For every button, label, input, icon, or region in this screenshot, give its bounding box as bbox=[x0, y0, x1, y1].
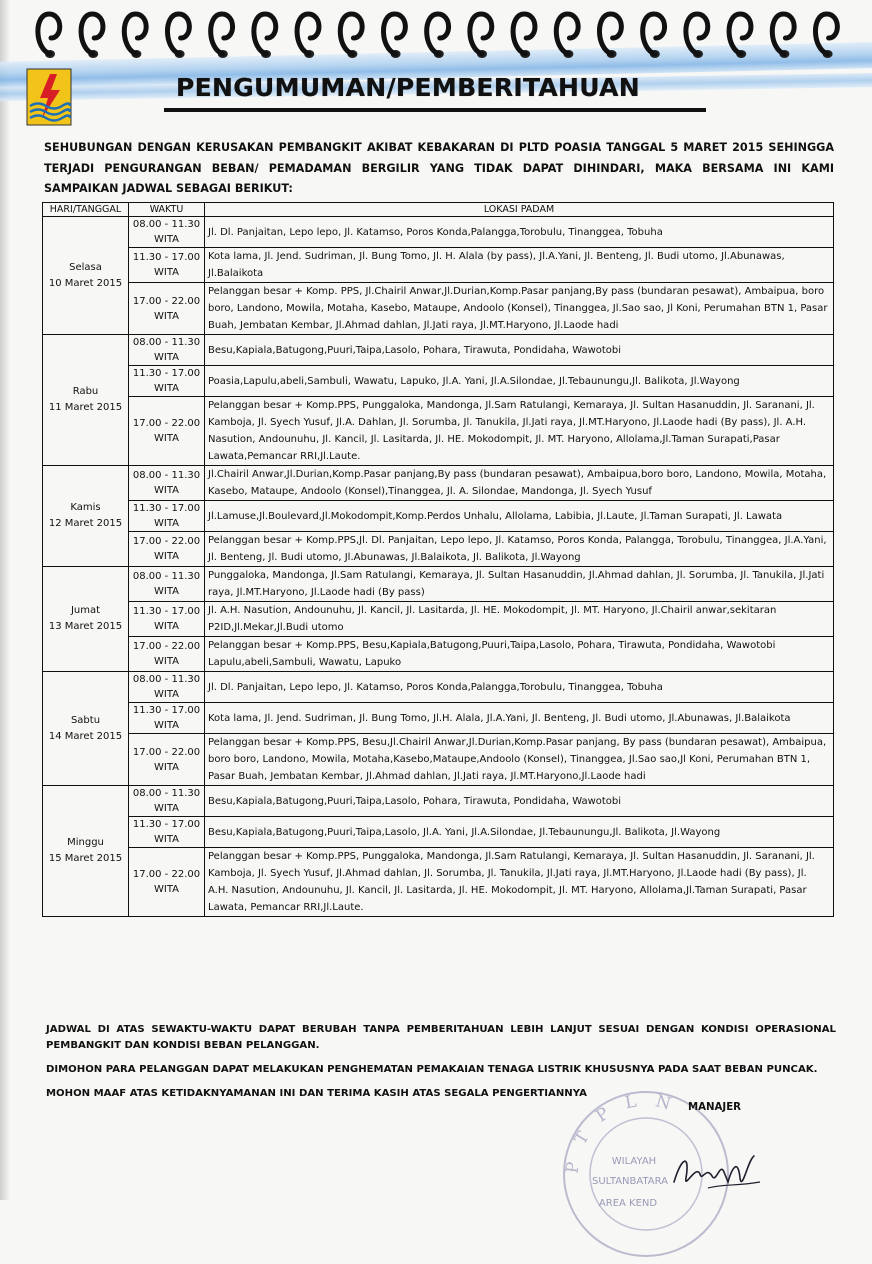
binding-ring-icon bbox=[38, 14, 60, 58]
location-cell: Pelanggan besar + Komp.PPS, Punggaloka, Mandonga, Jl.Sam Ratulangi, Kemaraya, Jl. Sultan Hasanuddin, Jl. Saranani, Jl. Kamboja, Jl. Syech Yusuf, Jl.A. Dahlan, Jl. Sorumba, Jl. Tanukila, Jl.Jati raya, Jl.MT.Haryono, Jl.Laode hadi (By pass), Jl. A.H. Nasution, Andounuhu, Jl. Kancil, Jl. Lasitarda, Jl. HE. Mokodompit, Jl. MT. Haryono, Allolama,Jl.Taman Surapati,Pasar Lawata,Pemancar RRI,Jl.Laute. bbox=[205, 397, 834, 466]
time-cell bbox=[129, 672, 205, 703]
time-zone: WITA bbox=[153, 656, 179, 667]
location-cell: Jl.Lamuse,Jl.Boulevard,Jl.Mokodompit,Komp.Perdos Unhalu, Allolama, Labibia, Jl.Laute, Jl.Taman Surapati, Jl. Lawata bbox=[205, 501, 834, 532]
time-range: 11.30 - 17.00 bbox=[132, 368, 201, 379]
time-zone: WITA bbox=[153, 884, 179, 895]
day-cell bbox=[43, 335, 129, 466]
time-zone: WITA bbox=[153, 803, 179, 814]
day-name: Kamis bbox=[70, 502, 101, 513]
time-range: 17.00 - 22.00 bbox=[132, 869, 201, 880]
time-cell bbox=[129, 602, 205, 637]
day-cell bbox=[43, 217, 129, 335]
table-row bbox=[43, 672, 834, 703]
table-row bbox=[43, 734, 834, 786]
time-cell bbox=[129, 248, 205, 283]
table-row bbox=[43, 703, 834, 734]
outage-schedule-table bbox=[42, 202, 834, 917]
table-row bbox=[43, 335, 834, 366]
binding-ring-icon bbox=[211, 14, 233, 58]
time-range: 11.30 - 17.00 bbox=[132, 606, 201, 617]
day-cell bbox=[43, 567, 129, 672]
day-date: 12 Maret 2015 bbox=[48, 518, 123, 529]
table-row bbox=[43, 397, 834, 466]
table-row bbox=[43, 366, 834, 397]
day-name: Rabu bbox=[72, 386, 99, 397]
binding-ring-icon bbox=[124, 14, 146, 58]
table-row bbox=[43, 532, 834, 567]
time-range: 08.00 - 11.30 bbox=[132, 470, 201, 481]
time-cell bbox=[129, 397, 205, 466]
time-zone: WITA bbox=[153, 518, 179, 529]
time-range: 17.00 - 22.00 bbox=[132, 536, 201, 547]
table-row bbox=[43, 283, 834, 335]
time-range: 17.00 - 22.00 bbox=[132, 746, 201, 758]
binding-ring-icon bbox=[772, 14, 794, 58]
binding-ring-icon bbox=[686, 14, 708, 58]
table-row bbox=[43, 567, 834, 602]
time-range: 17.00 - 22.00 bbox=[132, 641, 201, 652]
time-zone: WITA bbox=[153, 234, 179, 245]
day-name: Sabtu bbox=[70, 714, 101, 726]
time-range: 08.00 - 11.30 bbox=[132, 674, 201, 685]
stamp-line-3: AREA KEND bbox=[598, 1198, 658, 1209]
day-cell bbox=[43, 466, 129, 567]
binding-ring-icon bbox=[513, 14, 535, 58]
binding-ring-icon bbox=[470, 14, 492, 58]
time-cell bbox=[129, 283, 205, 335]
binding-ring-icon bbox=[81, 14, 103, 58]
day-date: 13 Maret 2015 bbox=[48, 621, 123, 632]
time-range: 11.30 - 17.00 bbox=[132, 819, 201, 830]
time-zone: WITA bbox=[153, 267, 179, 278]
time-range: 17.00 - 22.00 bbox=[132, 295, 201, 307]
day-date: 15 Maret 2015 bbox=[48, 853, 123, 864]
day-name: Selasa bbox=[69, 261, 102, 273]
time-zone: WITA bbox=[153, 586, 179, 597]
location-cell: Kota lama, Jl. Jend. Sudriman, Jl. Bung Tomo, Jl.H. Alala, Jl.A.Yani, Jl. Benteng, Jl. Budi utomo, Jl.Abunawas, Jl.Balaikota bbox=[205, 703, 834, 734]
time-cell bbox=[129, 501, 205, 532]
spiral-binding-rings bbox=[34, 8, 854, 64]
location-cell: Pelanggan besar + Komp.PPS, Punggaloka, Mandonga, Jl.Sam Ratulangi, Kemaraya, Jl. Sultan Hasanuddin, Jl. Saranani, Jl. Kamboja, Jl. Syech Yusuf, Jl.Ahmad dahlan, Jl. Sorumba, Jl. Tanukila, Jl.Jati raya, Jl.MT.Haryono, Jl.Laode hadi (By pass), Jl. A.H. Nasution, Andounuhu, Jl. Kancil, Jl. Lasitarda, Jl. HE. Mokodompit, Jl. MT. Haryono, Allolama,Jl.Taman Surapati, Pasar Lawata, Pemancar RRI,Jl.Laute. bbox=[205, 848, 834, 917]
location-cell: Pelanggan besar + Komp.PPS,Jl. Dl. Panjaitan, Lepo lepo, Jl. Katamso, Poros Konda, Palangga, Torobulu, Tinanggea, Jl.A.Yani, Jl. Benteng, Jl. Budi utomo, Jl.Abunawas, Jl.Balaikota, Jl. Balikota, Jl.Wayong bbox=[205, 532, 834, 567]
table-row bbox=[43, 248, 834, 283]
table-row bbox=[43, 637, 834, 672]
time-zone: WITA bbox=[153, 621, 179, 632]
day-cell bbox=[43, 672, 129, 786]
table-row bbox=[43, 217, 834, 248]
time-cell bbox=[129, 217, 205, 248]
binding-ring-icon bbox=[167, 14, 189, 58]
footer-note-energy-saving: DIMOHON PARA PELANGGAN DAPAT MELAKUKAN PENGHEMATAN PEMAKAIAN TENAGA LISTRIK KHUSUSNYA PADA SAAT BEBAN PUNCAK. bbox=[46, 1064, 818, 1075]
day-name: Jumat bbox=[70, 605, 101, 616]
time-zone: WITA bbox=[153, 761, 179, 773]
location-cell: Jl. Dl. Panjaitan, Lepo lepo, Jl. Katamso, Poros Konda,Palangga,Torobulu, Tinanggea, Tobuha bbox=[205, 672, 834, 703]
time-zone: WITA bbox=[153, 383, 179, 394]
location-cell: Besu,Kapiala,Batugong,Puuri,Taipa,Lasolo, Pohara, Tirawuta, Pondidaha, Wawotobi bbox=[205, 335, 834, 366]
stamp-line-1: WILAYAH bbox=[611, 1156, 657, 1167]
stamp-line-2: SULTANBATARA bbox=[592, 1176, 668, 1187]
location-cell: Jl.Chairil Anwar,Jl.Durian,Komp.Pasar panjang,By pass (bundaran pesawat), Ambaipua,boro boro, Landono, Mowila, Motaha, Kasebo, Mataupe, Andoolo (Konsel),Tinanggea, Jl. A. Silondae, Mandonga, Jl. Syech Yusuf bbox=[205, 466, 834, 501]
time-cell bbox=[129, 817, 205, 848]
location-cell: Punggaloka, Mandonga, Jl.Sam Ratulangi, Kemaraya, Jl. Sultan Hasanuddin, Jl.Ahmad dahlan, Jl. Sorumba, Jl. Tanukila, Jl.Jati raya, Jl.MT.Haryono, Jl.Laode hadi (By pass) bbox=[205, 567, 834, 602]
time-range: 08.00 - 11.30 bbox=[132, 788, 201, 799]
table-row bbox=[43, 817, 834, 848]
binding-ring-icon bbox=[815, 14, 837, 58]
time-zone: WITA bbox=[153, 834, 179, 845]
time-range: 17.00 - 22.00 bbox=[132, 418, 201, 429]
binding-ring-icon bbox=[729, 14, 751, 58]
binding-ring-icon bbox=[599, 14, 621, 58]
location-cell: Pelanggan besar + Komp.PPS, Besu,Jl.Chairil Anwar,Jl.Durian,Komp.Pasar panjang, By pass (bundaran pesawat), Ambaipua, boro boro, Landono, Mowila, Motaha,Kasebo,Mataupe,Andoolo (Konsel), Tinanggea, Jl.Sao sao,Jl Koni, Perumahan BTN 1, Pasar Buah, Jembatan Kembar, Jl.Ahmad dahlan, Jl.Jati raya, Jl.MT.Haryono,Jl.Laode hadi bbox=[205, 734, 834, 786]
time-range: 08.00 - 11.30 bbox=[132, 571, 201, 582]
binding-ring-icon bbox=[643, 14, 665, 58]
location-cell: Pelanggan besar + Komp.PPS, Besu,Kapiala,Batugong,Puuri,Taipa,Lasolo, Pohara, Tirawuta, Pondidaha, Wawotobi Lapulu,abeli,Sambuli, Wawatu, Lapuko bbox=[205, 637, 834, 672]
time-zone: WITA bbox=[153, 433, 179, 444]
time-range: 08.00 - 11.30 bbox=[132, 337, 201, 348]
time-range: 08.00 - 11.30 bbox=[132, 219, 201, 230]
location-cell: Jl. A.H. Nasution, Andounuhu, Jl. Kancil, Jl. Lasitarda, Jl. HE. Mokodompit, Jl. MT. Haryono, Jl.Chairil anwar,sekitaran P2ID,Jl.Mekar,Jl.Budi utomo bbox=[205, 602, 834, 637]
day-cell bbox=[43, 786, 129, 917]
location-cell: Besu,Kapiala,Batugong,Puuri,Taipa,Lasolo, Jl.A. Yani, Jl.A.Silondae, Jl.Tebaunungu,Jl. Balikota, Jl.Wayong bbox=[205, 817, 834, 848]
signatory-title: MANAJER bbox=[688, 1102, 742, 1113]
time-cell bbox=[129, 703, 205, 734]
table-row bbox=[43, 466, 834, 501]
footer-note-apology: MOHON MAAF ATAS KETIDAKNYAMANAN INI DAN TERIMA KASIH ATAS SEGALA PENGERTIANNYA bbox=[46, 1088, 587, 1099]
day-date: 11 Maret 2015 bbox=[48, 402, 123, 413]
location-cell: Kota lama, Jl. Jend. Sudriman, Jl. Bung Tomo, Jl. H. Alala (by pass), Jl.A.Yani, Jl. Benteng, Jl. Budi utomo, Jl.Abunawas, Jl.Balaikota bbox=[205, 248, 834, 283]
footer-note-schedule-change: JADWAL DI ATAS SEWAKTU-WAKTU DAPAT BERUBAH TANPA PEMBERITAHUAN LEBIH LANJUT SESUAI DENGAN KONDISI OPERASIONAL PEMBANGKIT DAN KONDISI BEBAN PELANGGAN. bbox=[46, 1024, 836, 1051]
time-zone: WITA bbox=[153, 352, 179, 363]
binding-ring-icon bbox=[254, 14, 276, 58]
pln-logo-icon bbox=[26, 68, 72, 126]
paper-edge bbox=[0, 0, 10, 1200]
handwritten-signature bbox=[668, 1148, 768, 1198]
location-cell: Pelanggan besar + Komp. PPS, Jl.Chairil Anwar,Jl.Durian,Komp.Pasar panjang,By pass (bundaran pesawat), Ambaipua, boro boro, Landono, Mowila, Motaha, Kasebo, Mataupe, Andoolo (Konsel), Tinanggea, Jl.Sao sao, Jl Koni, Perumahan BTN 1, Pasar Buah, Jembatan Kembar, Jl.Ahmad dahlan, Jl.Jati raya, Jl.MT.Haryono, Jl.Laode hadi bbox=[205, 283, 834, 335]
time-cell bbox=[129, 734, 205, 786]
time-range: 11.30 - 17.00 bbox=[132, 705, 201, 716]
binding-ring-icon bbox=[427, 14, 449, 58]
binding-ring-icon bbox=[383, 14, 405, 58]
time-range: 11.30 - 17.00 bbox=[132, 252, 201, 263]
header-time: WAKTU bbox=[129, 203, 205, 217]
time-cell bbox=[129, 786, 205, 817]
time-zone: WITA bbox=[153, 689, 179, 700]
time-cell bbox=[129, 335, 205, 366]
time-cell bbox=[129, 366, 205, 397]
table-row bbox=[43, 786, 834, 817]
time-cell bbox=[129, 637, 205, 672]
binding-ring-icon bbox=[556, 14, 578, 58]
binding-ring-icon bbox=[340, 14, 362, 58]
location-cell: Besu,Kapiala,Batugong,Puuri,Taipa,Lasolo, Pohara, Tirawuta, Pondidaha, Wawotobi bbox=[205, 786, 834, 817]
header-day: HARI/TANGGAL bbox=[43, 203, 129, 217]
time-range: 11.30 - 17.00 bbox=[132, 503, 201, 514]
page-title: PENGUMUMAN/PEMBERITAHUAN bbox=[176, 73, 640, 102]
stamp-ring-text: P T P L N bbox=[562, 1090, 679, 1175]
header-location: LOKASI PADAM bbox=[205, 203, 834, 217]
time-zone: WITA bbox=[153, 551, 179, 562]
binding-ring-icon bbox=[297, 14, 319, 58]
location-cell: Jl. Dl. Panjaitan, Lepo lepo, Jl. Katamso, Poros Konda,Palangga,Torobulu, Tinanggea, Tobuha bbox=[205, 217, 834, 248]
time-cell bbox=[129, 532, 205, 567]
time-zone: WITA bbox=[153, 720, 179, 731]
location-cell: Poasia,Lapulu,abeli,Sambuli, Wawatu, Lapuko, Jl.A. Yani, Jl.A.Silondae, Jl.Tebaunungu,Jl. Balikota, Jl.Wayong bbox=[205, 366, 834, 397]
time-zone: WITA bbox=[153, 310, 179, 322]
table-row bbox=[43, 501, 834, 532]
day-date: 10 Maret 2015 bbox=[48, 277, 123, 289]
time-zone: WITA bbox=[153, 485, 179, 496]
time-cell bbox=[129, 466, 205, 501]
table-header-row bbox=[43, 203, 834, 217]
table-row bbox=[43, 602, 834, 637]
table-row bbox=[43, 848, 834, 917]
title-underline bbox=[164, 108, 706, 112]
intro-paragraph: SEHUBUNGAN DENGAN KERUSAKAN PEMBANGKIT AKIBAT KEBAKARAN DI PLTD POASIA TANGGAL 5 MARET 2015 SEHINGGA TERJADI PENGURANGAN BEBAN/ PEMADAMAN BERGILIR YANG TIDAK DAPAT DIHINDARI, MAKA BERSAMA INI KAMI SAMPAIKAN JADWAL SEBAGAI BERIKUT: bbox=[44, 141, 834, 195]
day-name: Minggu bbox=[67, 837, 104, 848]
time-cell bbox=[129, 848, 205, 917]
time-cell bbox=[129, 567, 205, 602]
day-date: 14 Maret 2015 bbox=[48, 730, 123, 742]
